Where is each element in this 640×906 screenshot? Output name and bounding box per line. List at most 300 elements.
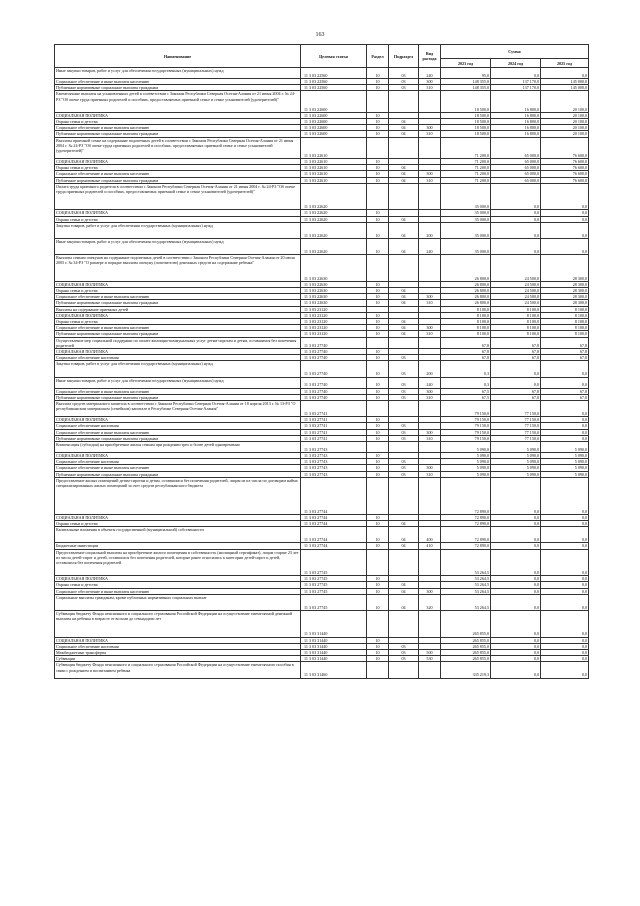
row-sum-2024: 8 100,0 <box>491 312 541 318</box>
col-header-subsection: Подраздел <box>389 45 419 68</box>
row-section: 10 <box>367 527 389 543</box>
row-expense-type <box>419 401 441 417</box>
row-name: Социальное обеспечение и иные выплаты населению <box>55 171 301 177</box>
row-sum-2023: 53 264,5 <box>441 588 491 594</box>
row-subsection: 04 <box>389 588 419 594</box>
row-subsection: 04 <box>389 543 419 549</box>
row-sum-2023: 8 100,0 <box>441 306 491 312</box>
row-name: СОЦИАЛЬНАЯ ПОЛИТИКА <box>55 159 301 165</box>
row-sum-2025: 8 100,0 <box>541 325 589 331</box>
row-sum-2025: 0,0 <box>541 611 589 638</box>
row-sum-2025: 20 100,0 <box>541 112 589 118</box>
row-sum-2023: 26 800,0 <box>441 287 491 293</box>
row-sum-2024: 16 800,0 <box>491 119 541 125</box>
row-sum-2023: 67,8 <box>441 355 491 361</box>
row-name: Социальное обеспечение и иные выплаты населению <box>55 388 301 394</box>
row-article: 11 3 03 22560 <box>301 79 367 85</box>
row-sum-2025: 67,8 <box>541 355 589 361</box>
row-expense-type <box>419 91 441 112</box>
table-row <box>55 611 589 638</box>
row-article: 11 3 03 22610 <box>301 137 367 158</box>
row-sum-2023: 5 090,0 <box>441 465 491 471</box>
row-subsection: 03 <box>389 423 419 429</box>
row-sum-2024: 0,0 <box>491 68 541 79</box>
row-sum-2024: 24 500,0 <box>491 287 541 293</box>
row-expense-type: 300 <box>419 294 441 300</box>
table-row <box>55 137 589 158</box>
row-sum-2024: 16 800,0 <box>491 112 541 118</box>
page-number: 163 <box>315 32 325 38</box>
row-sum-2023: 335 219,3 <box>441 662 491 678</box>
row-subsection: 04 <box>389 165 419 171</box>
row-sum-2024: 5 090,0 <box>491 453 541 459</box>
row-subsection <box>389 662 419 678</box>
row-name: Субвенции <box>55 656 301 662</box>
row-section: 10 <box>367 453 389 459</box>
row-sum-2023: 79 150,0 <box>441 435 491 441</box>
row-sum-2024: 67,8 <box>491 349 541 355</box>
row-sum-2024: 5 090,0 <box>491 465 541 471</box>
row-section <box>367 442 389 453</box>
row-sum-2024: 67,8 <box>491 355 541 361</box>
row-sum-2024: 0,0 <box>491 611 541 638</box>
row-sum-2023: 72 890,0 <box>441 521 491 527</box>
row-name: Социальное обеспечение и иные выплаты населению <box>55 79 301 85</box>
row-subsection: 04 <box>389 171 419 177</box>
row-name: СОЦИАЛЬНАЯ ПОЛИТИКА <box>55 417 301 423</box>
row-expense-type: 310 <box>419 394 441 400</box>
row-name: Охрана семьи и детства <box>55 582 301 588</box>
row-sum-2024: 65 000,0 <box>491 171 541 177</box>
row-sum-2024: 0,0 <box>491 637 541 643</box>
row-section: 10 <box>367 643 389 649</box>
row-sum-2025: 0,0 <box>541 637 589 643</box>
row-section: 10 <box>367 312 389 318</box>
row-subsection: 03 <box>389 377 419 388</box>
row-expense-type <box>419 337 441 348</box>
row-name: СОЦИАЛЬНАЯ ПОЛИТИКА <box>55 281 301 287</box>
row-sum-2024: 137 170,0 <box>491 79 541 85</box>
row-section: 10 <box>367 85 389 91</box>
row-expense-type: 300 <box>419 388 441 394</box>
row-section: 10 <box>367 79 389 85</box>
row-name: СОЦИАЛЬНАЯ ПОЛИТИКА <box>55 453 301 459</box>
row-sum-2025: 0,0 <box>541 576 589 582</box>
row-name: СОЦИАЛЬНАЯ ПОЛИТИКА <box>55 349 301 355</box>
row-article: 11 3 03 22610 <box>301 171 367 177</box>
row-section: 10 <box>367 471 389 477</box>
row-sum-2025: 0,0 <box>541 68 589 79</box>
row-sum-2025: 28 300,0 <box>541 300 589 306</box>
row-section: 10 <box>367 465 389 471</box>
row-expense-type: 300 <box>419 125 441 131</box>
row-sum-2025: 28 300,0 <box>541 294 589 300</box>
row-sum-2025: 76 600,0 <box>541 137 589 158</box>
row-expense-type: 310 <box>419 331 441 337</box>
row-article: 11 3 03 27741 <box>301 417 367 423</box>
row-subsection: 03 <box>389 465 419 471</box>
row-article: 11 3 03 22610 <box>301 159 367 165</box>
row-sum-2024: 77 150,0 <box>491 401 541 417</box>
row-sum-2023: 35 000,0 <box>441 239 491 255</box>
row-sum-2025: 0,0 <box>541 588 589 594</box>
row-sum-2024: 8 100,0 <box>491 306 541 312</box>
row-sum-2024: 77 150,0 <box>491 435 541 441</box>
row-expense-type: 310 <box>419 471 441 477</box>
row-name: Охрана семьи и детства <box>55 287 301 293</box>
row-article: 11 3 03 27741 <box>301 435 367 441</box>
row-sum-2023: 265 855,0 <box>441 637 491 643</box>
row-subsection: 04 <box>389 331 419 337</box>
row-article: 11 3 03 22630 <box>301 255 367 282</box>
row-sum-2024: 137 170,0 <box>491 85 541 91</box>
budget-table <box>54 44 589 679</box>
row-section: 10 <box>367 112 389 118</box>
row-sum-2025: 0,0 <box>541 527 589 543</box>
row-sum-2025: 67,8 <box>541 388 589 394</box>
row-sum-2024: 24 500,0 <box>491 281 541 287</box>
row-name: Социальное обеспечение и иные выплаты населению <box>55 465 301 471</box>
row-section <box>367 137 389 158</box>
row-sum-2025: 0,0 <box>541 594 589 610</box>
row-subsection: 03 <box>389 394 419 400</box>
row-sum-2025: 8 100,0 <box>541 331 589 337</box>
row-article: 11 3 03 22610 <box>301 165 367 171</box>
row-article: 11 3 03 27745 <box>301 549 367 576</box>
table-row <box>55 442 589 453</box>
row-subsection: 03 <box>389 85 419 91</box>
row-sum-2023: 35 000,0 <box>441 183 491 210</box>
row-expense-type: 310 <box>419 85 441 91</box>
row-name: Субвенция бюджету Фонда пенсионного и социального страхования Российской Федерации на осуществление ежемесячной денежной выплаты на ребенка в возрасте от восьми до семнадцати лет <box>55 611 301 638</box>
row-name: Охрана семьи и детства <box>55 165 301 171</box>
row-sum-2025: 0,0 <box>541 361 589 377</box>
row-article: 11 3 03 22560 <box>301 68 367 79</box>
row-sum-2023: 79 150,0 <box>441 429 491 435</box>
row-name: Социальное обеспечение и иные выплаты населению <box>55 294 301 300</box>
row-section: 10 <box>367 417 389 423</box>
row-subsection: 04 <box>389 582 419 588</box>
row-section: 10 <box>367 656 389 662</box>
row-expense-type <box>419 183 441 210</box>
row-article: 11 3 03 27744 <box>301 527 367 543</box>
row-subsection <box>389 91 419 112</box>
row-subsection <box>389 477 419 514</box>
col-header-sum: Сумма <box>441 45 589 59</box>
row-sum-2024: 0,0 <box>491 543 541 549</box>
row-article: 11 3 03 22630 <box>301 281 367 287</box>
row-section <box>367 477 389 514</box>
row-section: 10 <box>367 349 389 355</box>
row-article: 11 3 03 27745 <box>301 594 367 610</box>
row-sum-2025: 0,0 <box>541 650 589 656</box>
row-sum-2023: 95,0 <box>441 68 491 79</box>
row-sum-2024: 77 150,0 <box>491 423 541 429</box>
row-name: СОЦИАЛЬНАЯ ПОЛИТИКА <box>55 514 301 520</box>
row-name: Охрана семьи и детства <box>55 521 301 527</box>
row-name: Компенсация (субсидия) на приобретение жилья семьям при рождении трех и более детей одновременно <box>55 442 301 453</box>
row-section <box>367 662 389 678</box>
row-sum-2023: 8 100,0 <box>441 312 491 318</box>
row-subsection: 03 <box>389 471 419 477</box>
row-sum-2025: 0,0 <box>541 477 589 514</box>
row-subsection <box>389 183 419 210</box>
row-subsection: 04 <box>389 319 419 325</box>
col-header-article: Целевая статья <box>301 45 367 68</box>
col-header-year-1: 2023 год <box>441 59 491 68</box>
row-section: 10 <box>367 287 389 293</box>
row-sum-2025: 0,0 <box>541 222 589 238</box>
row-sum-2024: 0,0 <box>491 650 541 656</box>
row-sum-2023: 0,3 <box>441 377 491 388</box>
row-sum-2025: 0,0 <box>541 210 589 216</box>
row-article: 11 3 03 27744 <box>301 521 367 527</box>
row-sum-2024: 0,0 <box>491 222 541 238</box>
row-expense-type: 240 <box>419 239 441 255</box>
row-sum-2025: 0,0 <box>541 543 589 549</box>
row-sum-2023: 265 855,0 <box>441 656 491 662</box>
row-sum-2024: 65 000,0 <box>491 159 541 165</box>
col-header-expense-type: Вид расхода <box>419 45 441 68</box>
row-expense-type: 310 <box>419 300 441 306</box>
row-article: 11 3 03 23120 <box>301 312 367 318</box>
row-name: Межбюджетные трансферты <box>55 650 301 656</box>
row-name: Выплата средств материнского капитала в соответствии с Законом Республики Северная Осетия-Алания от 18 апреля 2013 г. № 13-РЗ "О республиканском материнском (семейном) капитале в Республике Северная Осетия-Алания" <box>55 401 301 417</box>
row-sum-2025: 0,0 <box>541 656 589 662</box>
row-article: 11 3 03 22620 <box>301 183 367 210</box>
row-sum-2024: 0,0 <box>491 582 541 588</box>
row-sum-2023: 53 264,5 <box>441 594 491 610</box>
row-section <box>367 91 389 112</box>
row-sum-2023: 71 200,0 <box>441 137 491 158</box>
row-section: 10 <box>367 521 389 527</box>
row-sum-2023: 5 090,0 <box>441 471 491 477</box>
row-sum-2025: 8 100,0 <box>541 312 589 318</box>
row-sum-2025: 8 100,0 <box>541 306 589 312</box>
table-row <box>55 527 589 543</box>
table-row <box>55 337 589 348</box>
row-subsection: 03 <box>389 79 419 85</box>
row-subsection: 03 <box>389 429 419 435</box>
row-sum-2023: 265 855,0 <box>441 650 491 656</box>
row-name: Иные закупки товаров, работ и услуг для обеспечения государственных (муниципальных) нужд <box>55 68 301 79</box>
row-subsection: 04 <box>389 216 419 222</box>
table-row <box>55 549 589 576</box>
row-article: 11 3 03 22600 <box>301 91 367 112</box>
row-section: 10 <box>367 423 389 429</box>
row-name: Социальное обеспечение и иные выплаты населению <box>55 325 301 331</box>
row-sum-2023: 67,8 <box>441 349 491 355</box>
row-name: СОЦИАЛЬНАЯ ПОЛИТИКА <box>55 112 301 118</box>
row-article: 11 3 03 31440 <box>301 643 367 649</box>
row-name: Субвенция бюджету Фонда пенсионного и социального страхования Российской Федерации на осуществление ежемесячного пособия в связи с рождением и воспитанием ребенка <box>55 662 301 678</box>
row-section <box>367 549 389 576</box>
row-name: Иные закупки товаров, работ и услуг для обеспечения государственных (муниципальных) нужд <box>55 239 301 255</box>
table-row <box>55 222 589 238</box>
row-sum-2023: 265 855,0 <box>441 611 491 638</box>
row-article: 11 3 03 22630 <box>301 287 367 293</box>
row-name: Социальное обеспечение и иные выплаты населению <box>55 429 301 435</box>
row-section: 10 <box>367 222 389 238</box>
row-section: 10 <box>367 377 389 388</box>
row-article: 11 3 03 27740 <box>301 394 367 400</box>
row-article: 11 3 03 22620 <box>301 222 367 238</box>
row-subsection: 04 <box>389 222 419 238</box>
row-article: 11 3 03 31440 <box>301 637 367 643</box>
row-subsection: 04 <box>389 521 419 527</box>
row-name: Охрана семьи и детства <box>55 319 301 325</box>
row-name: Капитальные вложения в объекты государственной (муниципальной) собственности <box>55 527 301 543</box>
row-sum-2023: 71 200,0 <box>441 177 491 183</box>
row-section: 10 <box>367 325 389 331</box>
row-subsection <box>389 549 419 576</box>
row-sum-2025: 0,0 <box>541 435 589 441</box>
row-name: СОЦИАЛЬНАЯ ПОЛИТИКА <box>55 210 301 216</box>
row-sum-2023: 53 264,5 <box>441 582 491 588</box>
row-sum-2023: 67,5 <box>441 388 491 394</box>
row-expense-type: 240 <box>419 68 441 79</box>
row-section <box>367 183 389 210</box>
row-section: 10 <box>367 68 389 79</box>
row-sum-2024: 0,0 <box>491 514 541 520</box>
row-sum-2025: 20 100,0 <box>541 91 589 112</box>
row-expense-type: 300 <box>419 325 441 331</box>
row-sum-2025: 0,0 <box>541 514 589 520</box>
row-sum-2023: 35 000,0 <box>441 210 491 216</box>
row-sum-2025: 5 090,0 <box>541 465 589 471</box>
row-name: Бюджетные инвестиции <box>55 543 301 549</box>
row-article: 11 3 03 27743 <box>301 453 367 459</box>
col-header-year-2: 2024 год <box>491 59 541 68</box>
row-article: 11 3 03 22600 <box>301 131 367 137</box>
row-sum-2025: 76 600,0 <box>541 159 589 165</box>
row-sum-2023: 148 355,0 <box>441 85 491 91</box>
table-row <box>55 662 589 678</box>
row-subsection <box>389 442 419 453</box>
row-article: 11 3 03 22620 <box>301 216 367 222</box>
row-sum-2024: 67,8 <box>491 337 541 348</box>
row-expense-type: 530 <box>419 656 441 662</box>
row-expense-type: 300 <box>419 588 441 594</box>
row-sum-2025: 76 600,0 <box>541 177 589 183</box>
row-name: Социальное обеспечение населения <box>55 459 301 465</box>
row-section: 10 <box>367 125 389 131</box>
row-subsection: 04 <box>389 125 419 131</box>
row-section <box>367 401 389 417</box>
row-sum-2023: 265 855,0 <box>441 643 491 649</box>
row-sum-2023: 67,5 <box>441 394 491 400</box>
row-subsection <box>389 255 419 282</box>
table-row <box>55 401 589 417</box>
row-subsection <box>389 611 419 638</box>
row-sum-2023: 71 200,0 <box>441 159 491 165</box>
row-sum-2024: 67,8 <box>491 388 541 394</box>
row-sum-2023: 8 100,0 <box>441 331 491 337</box>
row-subsection <box>389 337 419 348</box>
row-article: 11 3 03 27741 <box>301 423 367 429</box>
row-sum-2023: 8 100,0 <box>441 319 491 325</box>
row-expense-type: 240 <box>419 377 441 388</box>
row-sum-2024: 0,0 <box>491 662 541 678</box>
row-section: 10 <box>367 239 389 255</box>
row-section: 10 <box>367 177 389 183</box>
col-header-year-3: 2025 год <box>541 59 589 68</box>
row-section <box>367 255 389 282</box>
row-expense-type: 200 <box>419 222 441 238</box>
row-section: 10 <box>367 435 389 441</box>
row-section: 10 <box>367 637 389 643</box>
row-article: 11 3 03 27743 <box>301 442 367 453</box>
row-sum-2025: 20 100,0 <box>541 131 589 137</box>
row-subsection: 04 <box>389 300 419 306</box>
row-subsection: 04 <box>389 527 419 543</box>
row-sum-2025: 0,0 <box>541 521 589 527</box>
row-subsection: 03 <box>389 68 419 79</box>
row-sum-2025: 0,0 <box>541 377 589 388</box>
row-section: 10 <box>367 300 389 306</box>
row-name: Выплаты семьям опекунов на содержание подопечных детей в соответствии с Законом Республики Северная Осетия-Алания от 20 июля 2005 г. № 34-РЗ "О размере и порядке выплаты опекуну (попечителю) денежных средств на содержание ребенка" <box>55 255 301 282</box>
row-expense-type: 300 <box>419 171 441 177</box>
row-name: СОЦИАЛЬНАЯ ПОЛИТИКА <box>55 312 301 318</box>
row-sum-2023: 35 000,0 <box>441 216 491 222</box>
row-name: Социальное обеспечение населения <box>55 355 301 361</box>
row-sum-2024: 67,8 <box>491 394 541 400</box>
row-sum-2025: 5 090,0 <box>541 471 589 477</box>
row-sum-2023: 5 090,0 <box>441 453 491 459</box>
row-sum-2023: 8 100,0 <box>441 325 491 331</box>
row-expense-type <box>419 137 441 158</box>
row-sum-2024: 16 800,0 <box>491 125 541 131</box>
row-section: 10 <box>367 429 389 435</box>
row-sum-2024: 0,0 <box>491 521 541 527</box>
row-sum-2023: 79 150,0 <box>441 401 491 417</box>
row-subsection: 04 <box>389 287 419 293</box>
row-section: 10 <box>367 576 389 582</box>
row-sum-2025: 0,0 <box>541 401 589 417</box>
row-sum-2023: 53 264,5 <box>441 576 491 582</box>
row-sum-2024: 65 000,0 <box>491 137 541 158</box>
row-expense-type <box>419 549 441 576</box>
row-article: 11 3 03 27741 <box>301 429 367 435</box>
row-subsection: 03 <box>389 459 419 465</box>
row-sum-2024: 0,0 <box>491 576 541 582</box>
row-sum-2024: 0,0 <box>491 477 541 514</box>
table-row <box>55 239 589 255</box>
table-row <box>55 377 589 388</box>
row-sum-2023: 79 150,0 <box>441 423 491 429</box>
row-section: 10 <box>367 210 389 216</box>
table-row <box>55 91 589 112</box>
row-sum-2024: 65 000,0 <box>491 177 541 183</box>
row-section: 10 <box>367 582 389 588</box>
row-subsection: 03 <box>389 388 419 394</box>
row-sum-2025: 28 300,0 <box>541 255 589 282</box>
row-article: 11 3 03 27740 <box>301 355 367 361</box>
row-sum-2025: 20 100,0 <box>541 119 589 125</box>
row-name: Социальные выплаты гражданам, кроме публичных нормативных социальных выплат <box>55 594 301 610</box>
row-name: Публичные нормативные социальные выплаты гражданам <box>55 471 301 477</box>
row-section: 10 <box>367 171 389 177</box>
row-sum-2023: 26 800,0 <box>441 294 491 300</box>
row-section: 10 <box>367 361 389 377</box>
row-sum-2023: 18 500,0 <box>441 125 491 131</box>
row-article: 11 3 03 27740 <box>301 349 367 355</box>
row-sum-2024: 0,0 <box>491 588 541 594</box>
row-sum-2024: 24 500,0 <box>491 300 541 306</box>
row-article: 11 3 03 22600 <box>301 119 367 125</box>
row-article: 11 3 03 27740 <box>301 377 367 388</box>
row-name: Предоставление социальной выплаты на приобретение жилого помещения в собственность (жилищный сертификат), лицам старше 23 лет из числа детей-сирот и детей, оставшихся без попечения родителей, которые ранее относились к категории детей-сирот и детей, оставшихся без попечения родителей <box>55 549 301 576</box>
